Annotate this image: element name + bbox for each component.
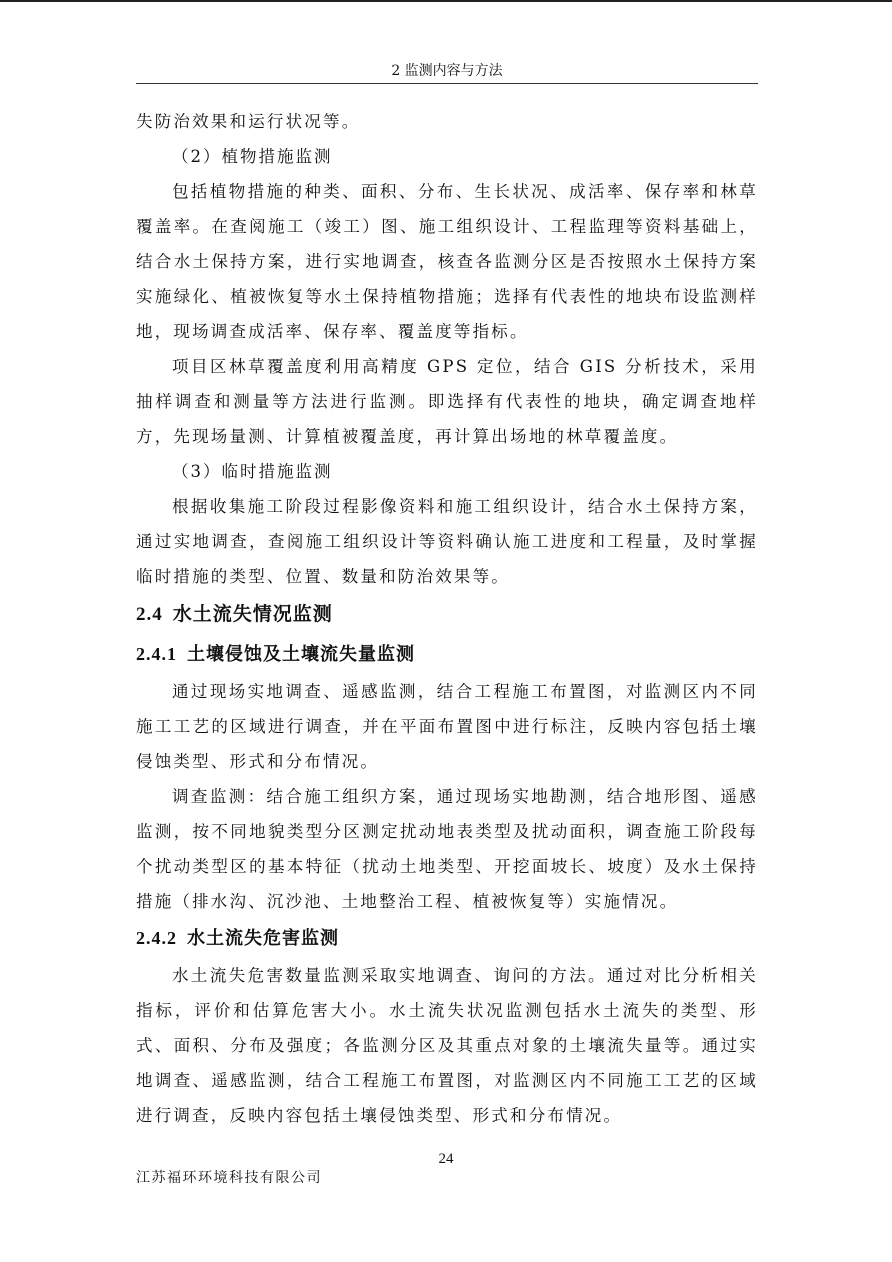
paragraph-vegetation-coverage: 项目区林草覆盖度利用高精度 GPS 定位，结合 GIS 分析技术，采用抽样调查和测量等方法进行监测。即选择有代表性的地块，确定调查地样方，先现场量测、计算植被覆盖度，再计算出场地的林草覆盖度。 <box>136 357 758 446</box>
section-heading-2-4-2 <box>136 919 758 958</box>
paragraph-continued: 失防治效果和运行状况等。 <box>136 112 361 131</box>
page-body <box>136 104 758 1133</box>
section-heading-2-4-1 <box>136 635 758 674</box>
section-title: 水土流失危害监测 <box>187 928 339 949</box>
page-number: 24 <box>438 1151 454 1167</box>
paragraph-temporary-measures: 根据收集施工阶段过程影像资料和施工组织设计，结合水土保持方案，通过实地调查，查阅施工组织设计等资料确认施工进度和工程量，及时掌握临时措施的类型、位置、数量和防治效果等。 <box>136 497 758 586</box>
footer-company-name: 江苏福环环境科技有限公司 <box>136 1170 322 1186</box>
subheading-plant-measures: （2）植物措施监测 <box>172 147 333 166</box>
paragraph-soil-erosion: 通过现场实地调查、遥感监测，结合工程施工布置图，对监测区内不同施工工艺的区域进行调查，并在平面布置图中进行标注，反映内容包括土壤侵蚀类型、形式和分布情况。 <box>136 682 758 771</box>
header-rule <box>136 83 758 84</box>
section-number: 2.4.1 <box>136 644 177 664</box>
section-title: 水土流失情况监测 <box>172 603 333 625</box>
section-number: 2.4.2 <box>136 928 177 948</box>
section-heading-2-4 <box>136 594 758 635</box>
running-header: 2 监测内容与方法 <box>391 63 503 79</box>
paragraph-survey-monitoring: 调查监测：结合施工组织方案，通过现场实地勘测，结合地形图、遥感监测，按不同地貌类型分区测定扰动地表类型及扰动面积，调查施工阶段每个扰动类型区的基本特征（扰动土地类型、开挖面坡长、坡度）及水土保持措施（排水沟、沉沙池、土地整治工程、植被恢复等）实施情况。 <box>136 787 758 911</box>
page-top-border <box>0 0 892 2</box>
section-title: 土壤侵蚀及土壤流失量监测 <box>187 644 415 665</box>
paragraph-plant-measures: 包括植物措施的种类、面积、分布、生长状况、成活率、保存率和林草覆盖率。在查阅施工（竣工）图、施工组织设计、工程监理等资料基础上，结合水土保持方案，进行实地调查，核查各监测分区是否按照水土保持方案实施绿化、植被恢复等水土保持植物措施；选择有代表性的地块布设监测样地，现场调查成活率、保存率、覆盖度等指标。 <box>136 182 758 341</box>
paragraph-erosion-hazard: 水土流失危害数量监测采取实地调查、询问的方法。通过对比分析相关指标，评价和估算危害大小。水土流失状况监测包括水土流失的类型、形式、面积、分布及强度；各监测分区及其重点对象的土壤流失量等。通过实地调查、遥感监测，结合工程施工布置图，对监测区内不同施工工艺的区域进行调查，反映内容包括土壤侵蚀类型、形式和分布情况。 <box>136 966 758 1125</box>
section-number: 2.4 <box>136 604 163 625</box>
subheading-temporary-measures: （3）临时措施监测 <box>172 462 333 481</box>
